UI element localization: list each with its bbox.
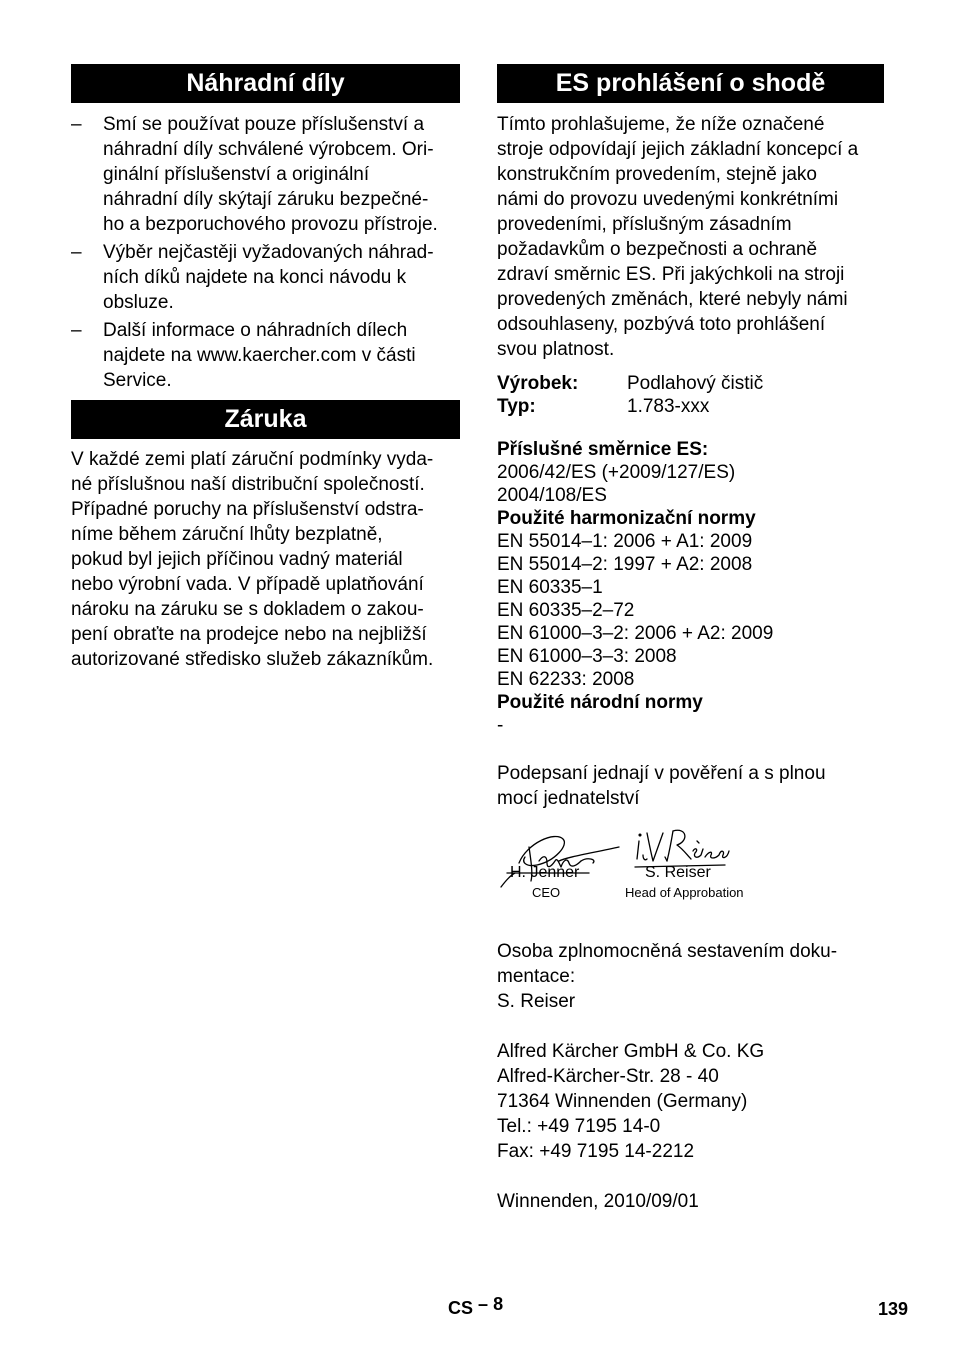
product-label: Výrobek:	[497, 373, 579, 394]
footer-section-page	[448, 1294, 504, 1319]
signatory-name: S. Reiser	[645, 864, 711, 881]
product-spec-table	[497, 372, 884, 418]
warranty-line: nároku na záruku se s dokladem o zakou-	[71, 599, 424, 620]
list-item-line: Výběr nejčastěji vyžadovaných náhrad-	[103, 242, 434, 263]
warranty-line: né příslušnou naší distribuční společností.	[71, 474, 425, 495]
spec-row-product	[497, 372, 884, 395]
authorized-line: mentace:	[497, 966, 576, 987]
list-item-line: Smí se používat pouze příslušenství a	[103, 114, 425, 135]
bullet-dash: –	[71, 242, 82, 263]
directive-item: 2004/108/ES	[497, 485, 607, 506]
intro-line: provedeními, příslušným zásadním	[497, 214, 792, 235]
address-line: Fax: +49 7195 14-2212	[497, 1141, 695, 1162]
authorized-person	[497, 939, 884, 1014]
warranty-line: Případné poruchy na příslušenství odstra-	[71, 499, 424, 520]
address-line: Alfred-Kärcher-Str. 28 - 40	[497, 1066, 719, 1087]
harmonized-item: EN 60335–2–72	[497, 600, 635, 621]
authorized-line: Osoba zplnomocněná sestavením doku-	[497, 941, 838, 962]
list-item-line: obsluze.	[103, 292, 174, 313]
list-item-line: ginální příslušenství a originální	[103, 164, 370, 185]
harmonized-heading: Použité harmonizační normy	[497, 508, 756, 529]
signed-line: mocí jednatelství	[497, 788, 640, 809]
list-item-line: ních díků najdete na konci návodu k	[103, 267, 407, 288]
list-item-line: najdete na www.kaercher.com v části	[103, 345, 416, 366]
warranty-text	[71, 447, 460, 672]
address-line: 71364 Winnenden (Germany)	[497, 1091, 748, 1112]
declaration-intro	[497, 112, 884, 362]
reiser-signature	[635, 830, 729, 867]
list-item-line: Service.	[103, 370, 172, 391]
right-column	[497, 64, 884, 1214]
signatory-role: CEO	[532, 885, 561, 900]
bullet-dash: –	[71, 114, 82, 135]
authorized-line: S. Reiser	[497, 991, 576, 1012]
company-address	[497, 1039, 884, 1164]
harmonized-item: EN 61000–3–2: 2006 + A2: 2009	[497, 623, 774, 644]
directive-item: 2006/42/ES (+2009/127/ES)	[497, 462, 736, 483]
spec-row-type	[497, 395, 884, 418]
product-value: Podlahový čistič	[627, 373, 764, 394]
left-column	[71, 64, 460, 672]
intro-line: svou platnost.	[497, 339, 615, 360]
list-item-line: Další informace o náhradních dílech	[103, 320, 408, 341]
type-label: Typ:	[497, 396, 536, 417]
type-value: 1.783-xxx	[627, 396, 710, 417]
declaration-heading: ES prohlášení o shodě	[497, 64, 884, 103]
national-value: -	[497, 715, 504, 736]
warranty-line: pokud byl jejich příčinou vadný materiál	[71, 549, 403, 570]
date-place: Winnenden, 2010/09/01	[497, 1191, 699, 1212]
signatory-role: Head of Approbation	[625, 885, 744, 900]
address-line: Tel.: +49 7195 14-0	[497, 1116, 661, 1137]
list-item-line: ho a bezporuchového provozu přístroje.	[103, 214, 438, 235]
signature-area	[497, 821, 884, 925]
harmonized-item: EN 61000–3–3: 2008	[497, 646, 677, 667]
warranty-line: nebo výrobní vada. V případě uplatňování	[71, 574, 424, 595]
directives-heading: Příslušné směrnice ES:	[497, 439, 709, 460]
spare-parts-list	[71, 112, 460, 393]
intro-line: zdraví směrnic ES. Při jakýchkoli na stroji	[497, 264, 845, 285]
address-line: Alfred Kärcher GmbH & Co. KG	[497, 1041, 765, 1062]
signatory-name: H. Jenner	[510, 864, 580, 881]
harmonized-item: EN 55014–2: 1997 + A2: 2008	[497, 554, 753, 575]
intro-line: provedených změnách, které nebyly námi	[497, 289, 848, 310]
harmonized-item: EN 62233: 2008	[497, 669, 635, 690]
harmonized-item: EN 60335–1	[497, 577, 603, 598]
list-item-line: náhradní díly skýtají záruku bezpečné-	[103, 189, 429, 210]
list-item-line: náhradní díly schválené výrobcem. Ori-	[103, 139, 434, 160]
warranty-line: V každé zemi platí záruční podmínky vyda-	[71, 449, 434, 470]
list-item	[71, 240, 460, 315]
signed-text	[497, 761, 884, 811]
list-item	[71, 318, 460, 393]
warranty-heading: Záruka	[71, 400, 460, 439]
warranty-line: pení obraťte na prodejce nebo na nejbližší	[71, 624, 427, 645]
signed-line: Podepsaní jednají v pověření a s plnou	[497, 763, 826, 784]
footer-section-number: 8	[493, 1294, 504, 1314]
intro-line: stroje odpovídají jejich základní koncepcí a	[497, 139, 859, 160]
intro-line: konstrukčním provedením, stejně jako	[497, 164, 817, 185]
bullet-dash: –	[71, 320, 82, 341]
intro-line: Tímto prohlašujeme, že níže označené	[497, 114, 825, 135]
warranty-line: autorizované středisko služeb zákazníkům.	[71, 649, 434, 670]
page-number: 139	[878, 1299, 909, 1319]
spare-parts-heading: Náhradní díly	[71, 64, 460, 103]
standards-block	[497, 438, 884, 737]
list-item	[71, 112, 460, 237]
national-heading: Použité národní normy	[497, 692, 703, 713]
intro-line: požadavkům o bezpečnosti a ochraně	[497, 239, 818, 260]
warranty-line: níme během záruční lhůty bezplatně,	[71, 524, 383, 545]
footer-separator: –	[478, 1294, 489, 1314]
intro-line: námi do provozu uvedenými konkrétními	[497, 189, 839, 210]
harmonized-item: EN 55014–1: 2006 + A1: 2009	[497, 531, 753, 552]
intro-line: odsouhlaseny, pozbývá toto prohlášení	[497, 314, 826, 335]
footer-lang: CS	[448, 1298, 474, 1318]
